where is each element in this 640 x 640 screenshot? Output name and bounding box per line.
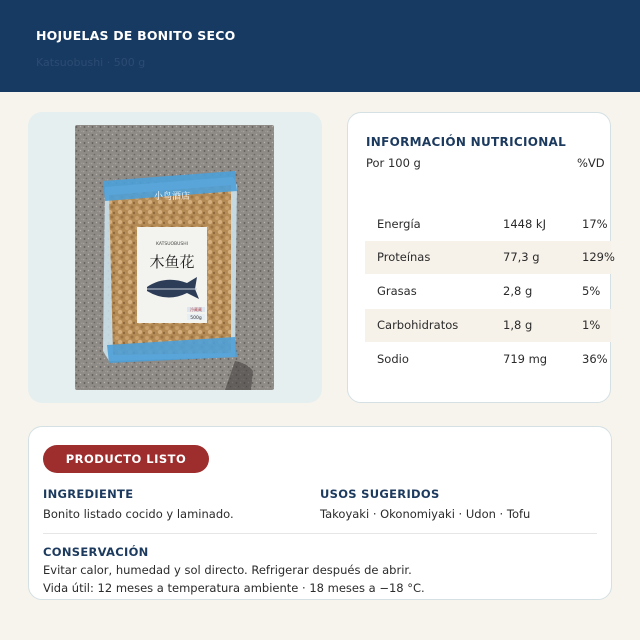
package-brand: 小鸟酒店 <box>153 192 191 202</box>
nutrition-row <box>365 241 615 274</box>
product-photo-card <box>28 112 322 403</box>
nutrient-name: Sodio <box>377 352 409 366</box>
nutrition-row <box>365 343 611 376</box>
nutrient-percent: 1% <box>582 318 601 332</box>
nutrition-row <box>365 208 611 241</box>
nutrition-row <box>365 309 611 342</box>
ingredient-heading: INGREDIENTE <box>43 487 134 501</box>
package-sub: KATSUOBUSHI <box>156 242 188 247</box>
nutrient-amount: 1,8 g <box>503 318 533 332</box>
product-ready-badge: PRODUCTO LISTO <box>43 445 209 473</box>
nutrient-amount: 2,8 g <box>503 284 533 298</box>
nutrition-per-label: Por 100 g <box>366 156 421 170</box>
nutrient-percent: 5% <box>582 284 601 298</box>
nutrient-name: Grasas <box>377 284 417 298</box>
page-header <box>0 0 640 92</box>
package-weight: 500g <box>190 316 202 321</box>
section-divider <box>43 533 597 534</box>
nutrient-amount: 1448 kJ <box>503 217 546 231</box>
page-subtitle: Katsuobushi · 500 g <box>36 56 146 69</box>
nutrient-amount: 77,3 g <box>503 250 540 264</box>
nutrient-percent: 36% <box>582 352 608 366</box>
nutrient-amount: 719 mg <box>503 352 548 366</box>
package-name: 木鱼花 <box>149 253 195 271</box>
nutrient-percent: 17% <box>582 217 608 231</box>
page-title: HOJUELAS DE BONITO SECO <box>36 28 236 43</box>
nutrient-name: Carbohidratos <box>377 318 459 332</box>
uses-text: Takoyaki · Okonomiyaki · Udon · Tofu <box>320 507 531 521</box>
nutrient-percent: 129% <box>582 250 615 264</box>
nutrition-card <box>347 112 615 403</box>
storage-heading: CONSERVACIÓN <box>43 545 149 559</box>
storage-text-line2: Vida útil: 12 meses a temperatura ambiente · 18 meses a −18 °C. <box>43 581 425 595</box>
nutrient-name: Proteínas <box>377 250 431 264</box>
uses-heading: USOS SUGERIDOS <box>320 487 440 501</box>
storage-text-line1: Evitar calor, humedad y sol directo. Refrigerar después de abrir. <box>43 563 412 577</box>
nutrient-name: Energía <box>377 217 421 231</box>
product-photo <box>75 125 274 390</box>
nutrition-row <box>365 275 611 308</box>
product-details-card <box>28 426 612 600</box>
package-tag: 冷藏藏 <box>190 307 202 312</box>
nutrition-vd-label: %VD <box>577 156 605 170</box>
ingredient-text: Bonito listado cocido y laminado. <box>43 507 234 521</box>
nutrition-title: INFORMACIÓN NUTRICIONAL <box>366 135 567 149</box>
